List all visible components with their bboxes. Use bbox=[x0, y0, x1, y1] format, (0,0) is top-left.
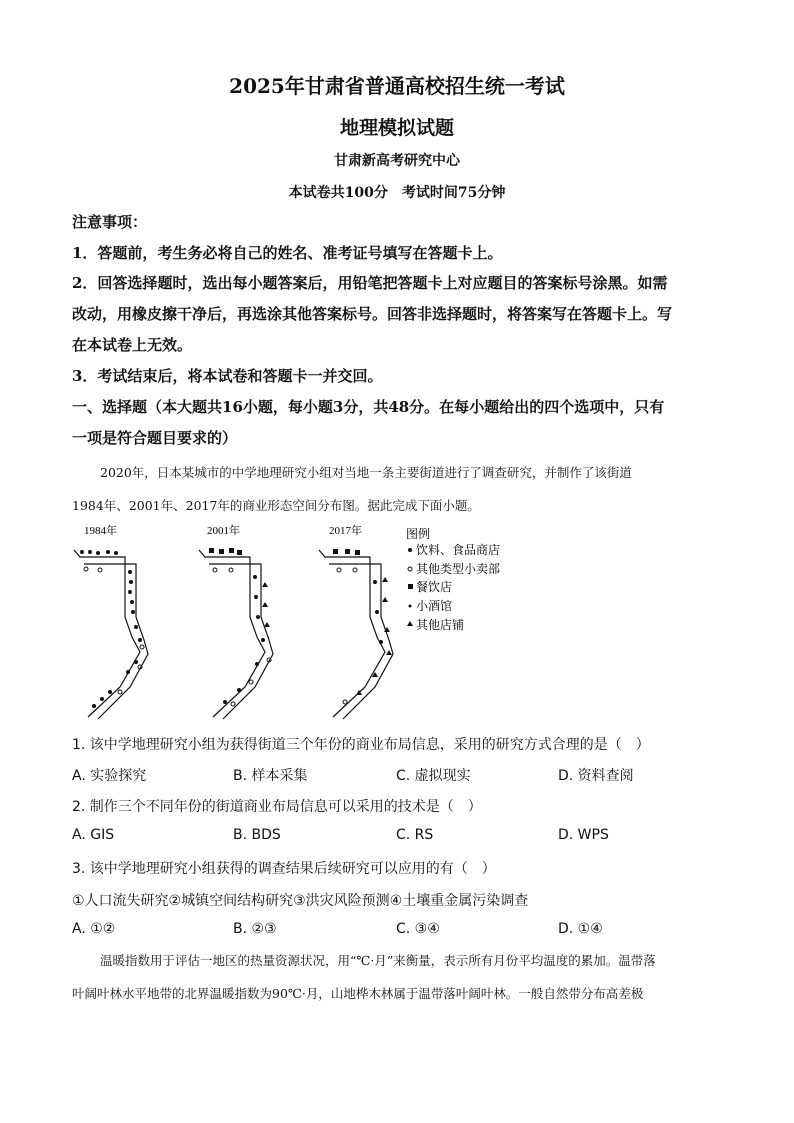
option-a[interactable]: A. 实验探究 bbox=[72, 768, 147, 784]
option-d[interactable]: D. WPS bbox=[558, 827, 609, 843]
street-line bbox=[84, 564, 148, 719]
legend-marker bbox=[408, 548, 412, 552]
legend-item: 餐饮店 bbox=[416, 580, 453, 594]
section-heading-line2: 一项是符合题目要求的） bbox=[72, 429, 238, 447]
exam-info: 本试卷共100分 考试时间75分钟 bbox=[288, 185, 506, 201]
note-item: 2．回答选择题时，选出每小题答案后，用铅笔把答题卡上对应题目的答案标号涂黑。如需 bbox=[72, 274, 668, 292]
passage1 bbox=[72, 456, 722, 522]
exam-org: 甘肃新高考研究中心 bbox=[334, 153, 460, 169]
question-3-statements: ①人口流失研究②城镇空间结构研究③洪灾风险预测④土壤重金属污染调查 bbox=[72, 893, 529, 909]
map-year-label: 2017年 bbox=[329, 525, 362, 537]
legend-item: 其他店铺 bbox=[416, 618, 465, 632]
note-item: 1．答题前，考生务必将自己的姓名、准考证号填写在答题卡上。 bbox=[72, 244, 503, 262]
exam-title: 2025年甘肃省普通高校招生统一考试 bbox=[229, 74, 565, 98]
legend-item: 小酒馆 bbox=[416, 599, 453, 613]
map-year-label: 2001年 bbox=[207, 525, 240, 537]
legend-item: 其他类型小卖部 bbox=[416, 562, 501, 576]
legend-marker bbox=[407, 621, 413, 626]
note-item: 在本试卷上无效。 bbox=[72, 336, 193, 354]
legend-title: 图例 bbox=[406, 527, 431, 541]
map-year-label: 1984年 bbox=[84, 525, 117, 537]
exam-subject: 地理模拟试题 bbox=[339, 117, 454, 139]
street-map-figure bbox=[70, 522, 540, 722]
passage2 bbox=[72, 944, 722, 1010]
passage2-line2: 叶阔叶林水平地带的北界温暖指数为90℃·月，山地桦木林属于温带落叶阔叶林。一般自然带分布高差极 bbox=[72, 986, 644, 1001]
note-item: 3．考试结束后，将本试卷和答题卡一并交回。 bbox=[72, 367, 383, 385]
option-d[interactable]: D. ①④ bbox=[558, 921, 603, 937]
passage2-line1: 温暖指数用于评估一地区的热量资源状况，用“℃·月”来衡量，表示所有月份平均温度的累加。温带落 bbox=[100, 953, 656, 968]
question-1-stem: 1. 该中学地理研究小组为获得街道三个年份的商业布局信息，采用的研究方式合理的是（ ） bbox=[72, 737, 650, 753]
option-d[interactable]: D. 资料查阅 bbox=[558, 768, 634, 784]
option-c[interactable]: C. 虚拟现实 bbox=[396, 768, 471, 784]
option-b[interactable]: B. 样本采集 bbox=[233, 768, 308, 784]
option-c[interactable]: C. ③④ bbox=[396, 921, 440, 937]
shop-markers bbox=[80, 550, 142, 708]
street-line bbox=[74, 550, 140, 717]
question-3-stem: 3. 该中学地理研究小组获得的调查结果后续研究可以应用的有（ ） bbox=[72, 861, 496, 877]
option-c[interactable]: C. RS bbox=[396, 827, 434, 843]
notes-heading: 注意事项： bbox=[72, 213, 148, 231]
legend-marker bbox=[409, 605, 412, 608]
option-a[interactable]: A. ①② bbox=[72, 921, 116, 937]
map-1984 bbox=[74, 523, 148, 719]
option-b[interactable]: B. BDS bbox=[233, 827, 281, 843]
map-2001 bbox=[199, 523, 273, 719]
passage1-line1: 2020年，日本某城市的中学地理研究小组对当地一条主要街道进行了调查研究，并制作了该街道 bbox=[100, 465, 632, 480]
passage1-line2: 1984年、2001年、2017年的商业形态空间分布图。据此完成下面小题。 bbox=[72, 498, 480, 513]
section-heading-line1: 一、选择题（本大题共16小题，每小题3分，共48分。在每小题给出的四个选项中，只有 bbox=[72, 398, 665, 416]
legend-marker bbox=[408, 584, 413, 589]
option-b[interactable]: B. ②③ bbox=[233, 921, 277, 937]
option-a[interactable]: A. GIS bbox=[72, 827, 115, 843]
question-2-stem: 2. 制作三个不同年份的街道商业布局信息可以采用的技术是（ ） bbox=[72, 799, 482, 815]
legend-marker bbox=[408, 567, 412, 571]
map-2017 bbox=[319, 523, 393, 719]
note-item: 改动，用橡皮擦干净后，再选涂其他答案标号。回答非选择题时，将答案写在答题卡上。写 bbox=[72, 305, 673, 323]
legend-item: 饮料、食品商店 bbox=[416, 543, 501, 557]
map-legend bbox=[406, 526, 500, 632]
